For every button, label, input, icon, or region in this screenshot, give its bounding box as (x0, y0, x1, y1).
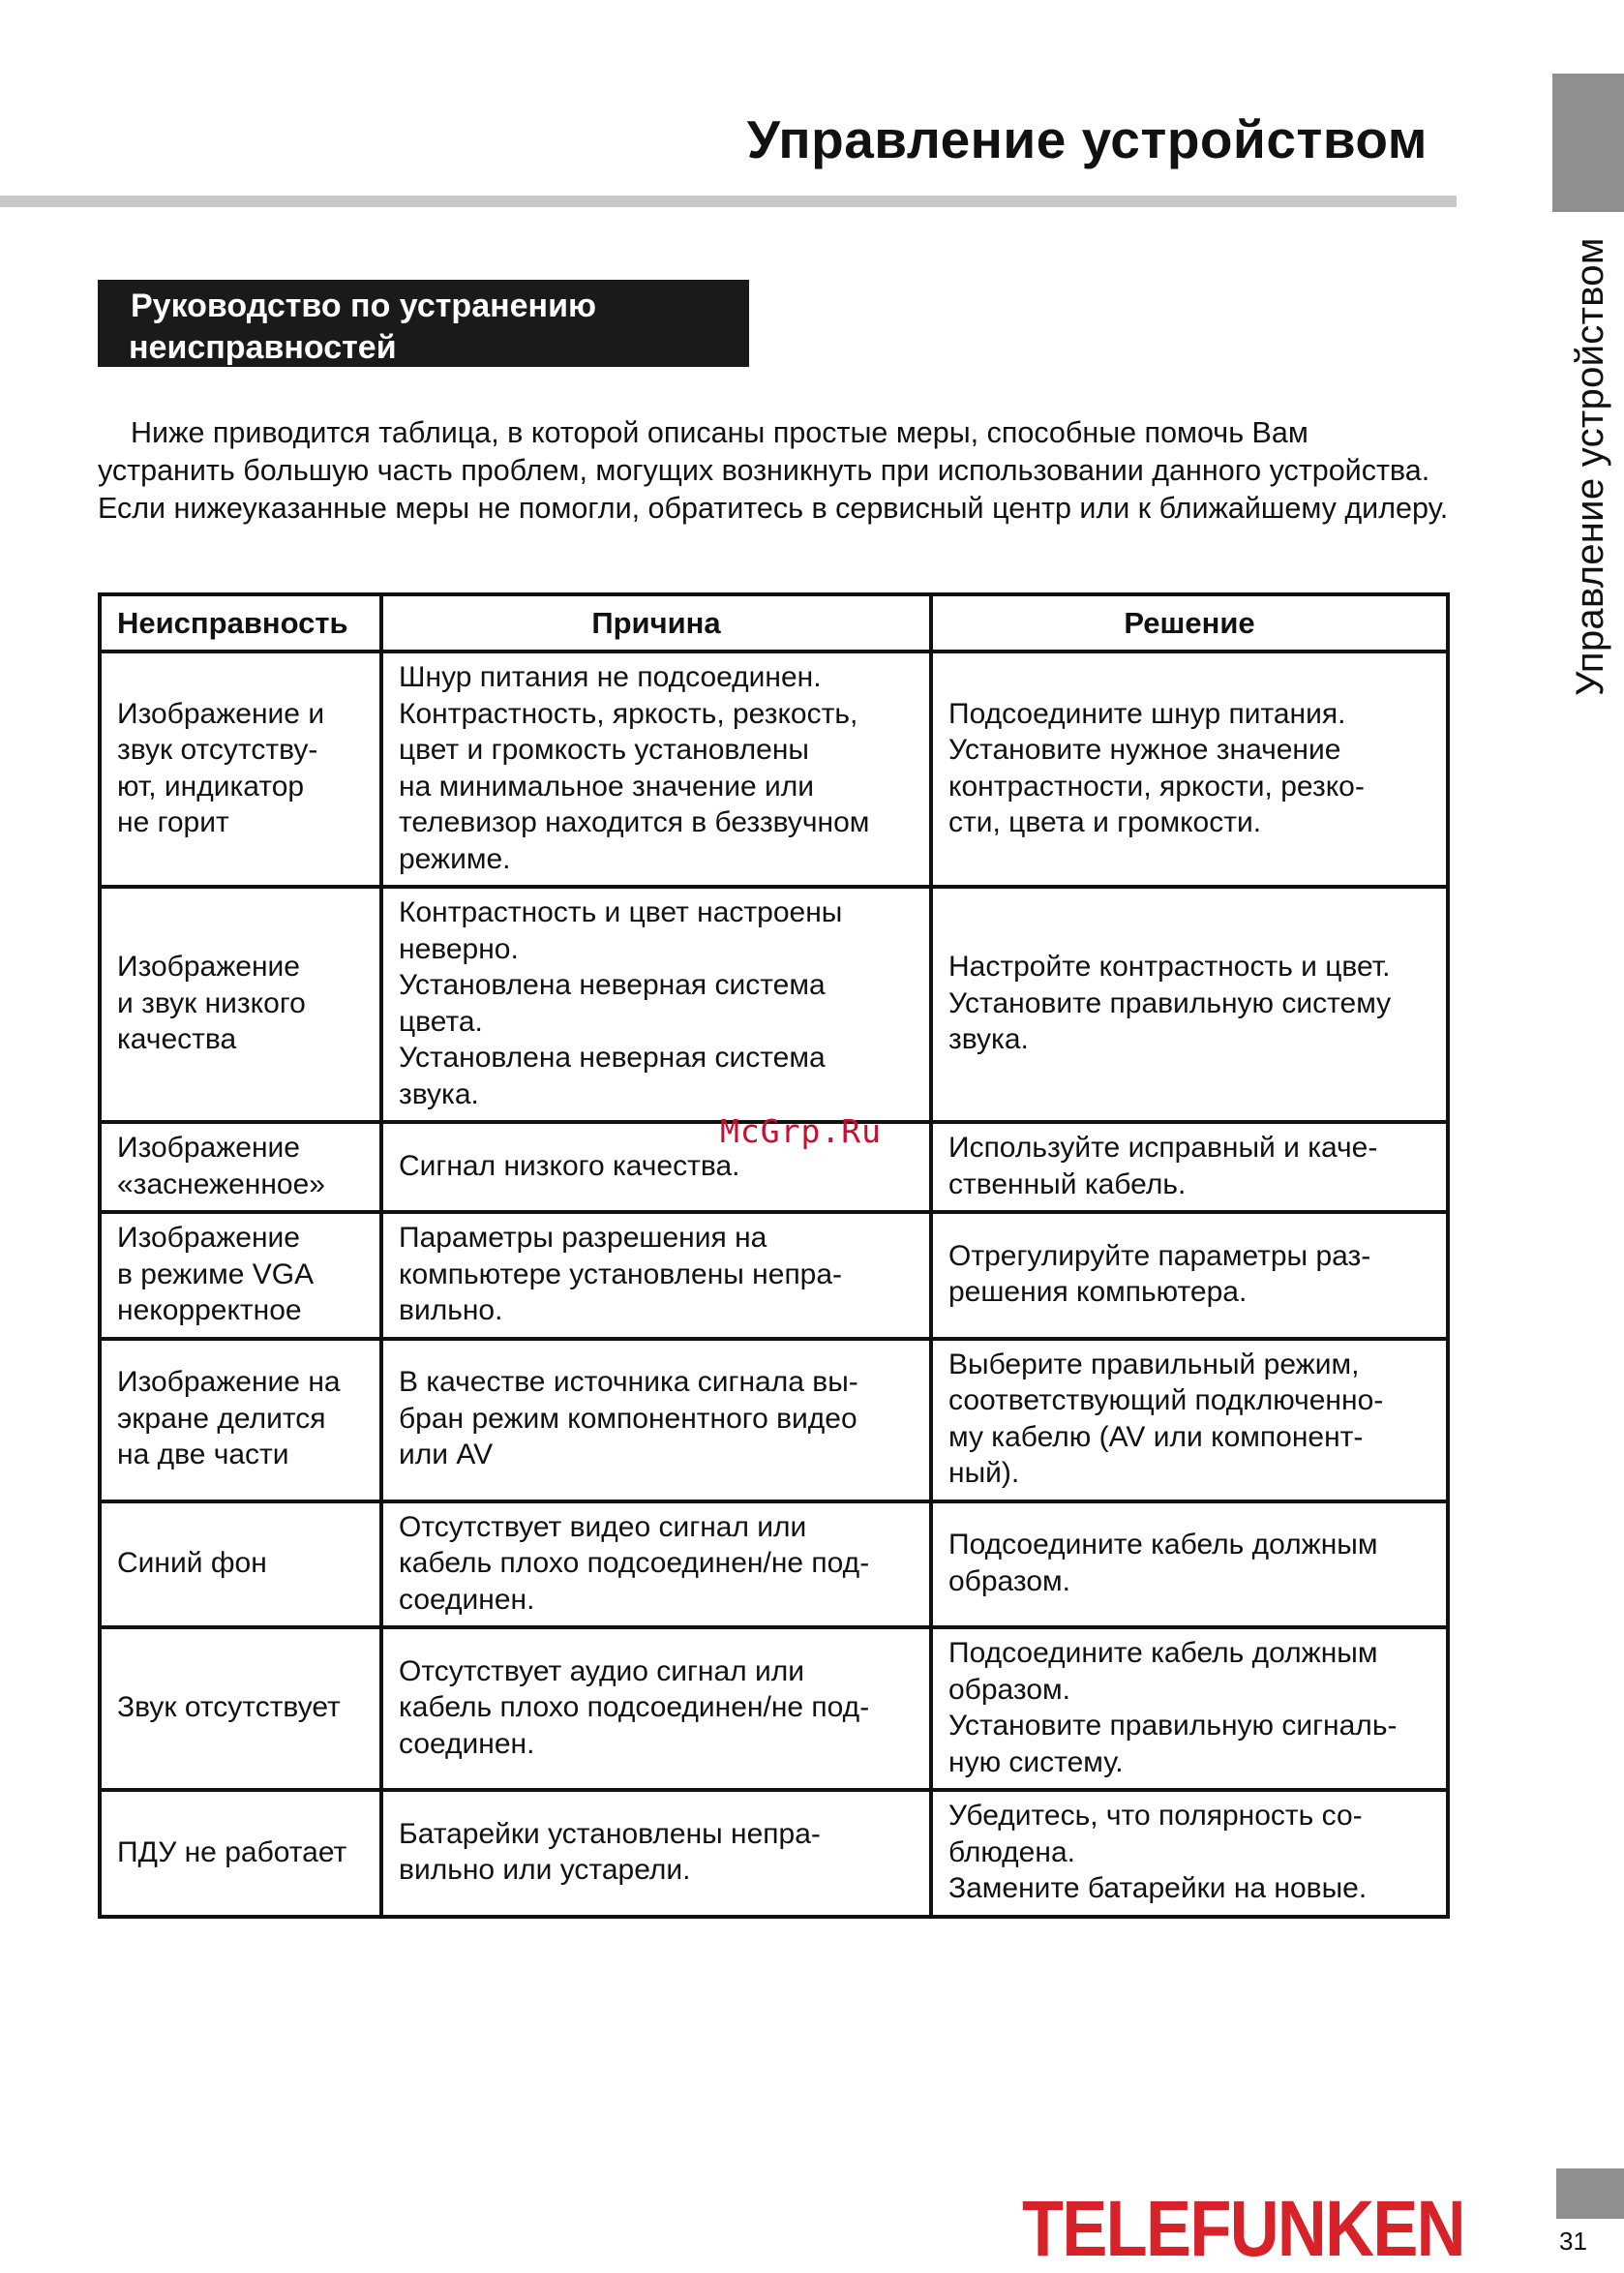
solution-text-line: решения компьютера. (948, 1276, 1248, 1309)
cell-cause (381, 1627, 931, 1790)
cell-problem (100, 887, 381, 1122)
cell-problem (100, 1501, 381, 1628)
cell-problem (100, 1790, 381, 1917)
cell-problem (100, 1212, 381, 1339)
cause-text-line: Сигнал низкого качества. (399, 1149, 740, 1182)
solution-text-line: образом. (948, 1673, 1070, 1706)
cell-problem (100, 1627, 381, 1790)
solution-text-line: соответствующий подключенно- (948, 1384, 1384, 1416)
solution-text-line: звука. (948, 1023, 1029, 1056)
cause-text-line: компьютере установлены непра- (399, 1258, 843, 1290)
solution-text-line: Используйте исправный и каче- (948, 1132, 1378, 1164)
table-row (100, 1339, 1448, 1501)
solution-text-line: ственный кабель. (948, 1167, 1187, 1200)
table-row (100, 1212, 1448, 1339)
cell-cause (381, 887, 931, 1122)
table-row (100, 1790, 1448, 1917)
page-title: Управление устройством (746, 109, 1428, 169)
brand-logo: TELEFUNKEN (1022, 2185, 1464, 2273)
troubleshooting-table (98, 592, 1450, 1919)
problem-text-line: «заснеженное» (117, 1167, 325, 1200)
cause-text-line: Шнур питания не подсоединен. (399, 661, 822, 693)
cell-solution (931, 1122, 1448, 1212)
cause-text-line: кабель плохо подсоединен/не под- (399, 1691, 870, 1724)
solution-text-line: ный). (948, 1457, 1020, 1489)
cause-text-line: телевизор находится в беззвучном (399, 806, 870, 838)
table-row (100, 1627, 1448, 1790)
cause-text-line: Батарейки установлены непра- (399, 1817, 821, 1850)
cell-cause (381, 1212, 931, 1339)
column-header-cause: Причина (381, 594, 931, 652)
cause-text-line: на минимальное значение или (399, 770, 815, 803)
problem-text-line: Изображение (117, 1132, 300, 1164)
problem-text-line: звук отсутству- (117, 734, 318, 766)
cause-text-line: соединен. (399, 1583, 535, 1616)
intro-paragraph (98, 414, 1453, 528)
title-divider (0, 196, 1457, 207)
problem-text-line: Изображение и (117, 697, 325, 730)
solution-text-line: Установите правильную сигналь- (948, 1710, 1398, 1742)
problem-text-line: на две части (117, 1439, 289, 1471)
side-tab-marker (1552, 74, 1624, 212)
problem-text-line: не горит (117, 806, 229, 838)
problem-text-line: некорректное (117, 1294, 302, 1326)
cause-text-line: Отсутствует аудио сигнал или (399, 1654, 805, 1687)
problem-text-line: Синий фон (117, 1547, 267, 1579)
table-header-row (100, 594, 1448, 652)
section-heading (98, 280, 749, 367)
solution-text-line: Замените батарейки на новые. (948, 1872, 1368, 1904)
cell-solution (931, 1790, 1448, 1917)
cell-cause (381, 1339, 931, 1501)
column-header-problem: Неисправность (100, 594, 381, 652)
solution-text-line: ную систему. (948, 1745, 1124, 1778)
solution-text-line: Настройте контрастность и цвет. (948, 951, 1391, 984)
cell-solution (931, 652, 1448, 887)
problem-text-line: ют, индикатор (117, 770, 305, 803)
cell-problem (100, 1339, 381, 1501)
cause-text-line: Отсутствует видео сигнал или (399, 1510, 807, 1543)
solution-text-line: образом. (948, 1564, 1070, 1597)
solution-text-line: Выберите правильный режим, (948, 1348, 1360, 1380)
cell-cause (381, 1790, 931, 1917)
problem-text-line: и звук низкого (117, 986, 306, 1019)
section-heading-line1: Руководство по устранению (131, 288, 597, 324)
cell-solution (931, 1501, 1448, 1628)
cause-text-line: Контрастность, яркость, резкость, (399, 697, 858, 730)
cause-text-line: неверно. (399, 932, 519, 965)
side-tab-label: Управление устройством (1569, 237, 1611, 696)
intro-text: Ниже приводится таблица, в которой описаны простые меры, способные помочь Вам устранить большую часть проблем, могущих возникнуть при использовании данного устройства. Если нижеуказанные меры не помогли, обратитесь в сервисный центр или к ближайшему дилеру. (98, 416, 1449, 525)
solution-text-line: Подсоедините кабель должным (948, 1529, 1378, 1561)
cause-text-line: вильно. (399, 1294, 503, 1326)
table-row (100, 887, 1448, 1122)
cell-solution (931, 1339, 1448, 1501)
cause-text-line: вильно или устарели. (399, 1854, 691, 1887)
page-number: 31 (1559, 2227, 1587, 2256)
cause-text-line: бран режим компонентного видео (399, 1402, 857, 1435)
solution-text-line: му кабелю (AV или компонент- (948, 1420, 1364, 1453)
problem-text-line: ПДУ не работает (117, 1835, 347, 1868)
problem-text-line: Звук отсутствует (117, 1691, 341, 1724)
solution-text-line: сти, цвета и громкости. (948, 806, 1262, 838)
solution-text-line: Подсоедините шнур питания. (948, 697, 1346, 730)
solution-text-line: Подсоедините кабель должным (948, 1637, 1378, 1669)
cause-text-line: Параметры разрешения на (399, 1222, 767, 1254)
cause-text-line: цвет и громкость установлены (399, 734, 809, 766)
problem-text-line: Изображение (117, 951, 300, 984)
cell-problem (100, 1122, 381, 1212)
cause-text-line: Контрастность и цвет настроены (399, 896, 843, 928)
cause-text-line: кабель плохо подсоединен/не под- (399, 1547, 870, 1579)
solution-text-line: Отрегулируйте параметры раз- (948, 1239, 1371, 1272)
page-number-tab (1556, 2168, 1624, 2219)
cause-text-line: Установлена неверная система (399, 969, 826, 1001)
problem-text-line: Изображение на (117, 1366, 341, 1399)
problem-text-line: Изображение (117, 1222, 300, 1254)
cause-text-line: соединен. (399, 1727, 535, 1760)
column-header-solution: Решение (931, 594, 1448, 652)
cause-text-line: цвета. (399, 1005, 483, 1038)
cell-cause (381, 652, 931, 887)
cause-text-line: или AV (399, 1439, 494, 1471)
cell-solution (931, 1627, 1448, 1790)
watermark: McGrp.Ru (720, 1112, 882, 1150)
problem-text-line: в режиме VGA (117, 1258, 315, 1290)
problem-text-line: качества (117, 1023, 237, 1056)
cell-problem (100, 652, 381, 887)
cell-solution (931, 1212, 1448, 1339)
cause-text-line: Установлена неверная система (399, 1042, 826, 1074)
solution-text-line: блюдена. (948, 1835, 1075, 1868)
cause-text-line: режиме. (399, 842, 511, 875)
table-row (100, 652, 1448, 887)
table-row (100, 1501, 1448, 1628)
cell-solution (931, 887, 1448, 1122)
solution-text-line: Установите нужное значение (948, 734, 1341, 766)
problem-text-line: экране делится (117, 1402, 326, 1435)
section-heading-line2: неисправностей (129, 329, 397, 366)
cause-text-line: звука. (399, 1077, 479, 1110)
solution-text-line: Установите правильную систему (948, 986, 1392, 1019)
solution-text-line: контрастности, яркости, резко- (948, 770, 1365, 803)
solution-text-line: Убедитесь, что полярность со- (948, 1800, 1363, 1832)
cell-cause (381, 1501, 931, 1628)
cause-text-line: В качестве источника сигнала вы- (399, 1366, 858, 1399)
